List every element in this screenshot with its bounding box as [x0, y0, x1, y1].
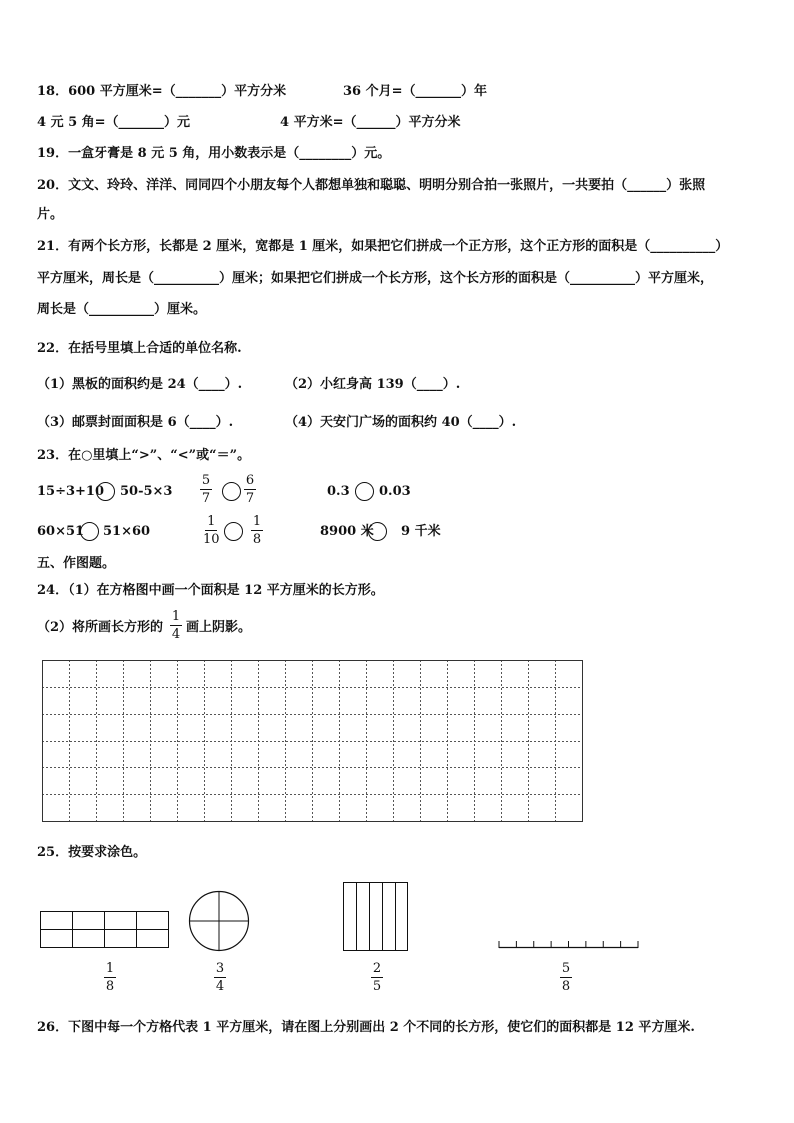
q25-frac-2-5 [371, 961, 383, 994]
rectangle-fifths-shape[interactable] [343, 882, 409, 952]
q23-expr2-right: 0.03 [379, 484, 411, 499]
q23-expr1-left: 15÷3+10 [37, 484, 105, 499]
q24-part2-suffix: 画上阴影。 [186, 620, 252, 635]
q23-frac-5-7 [200, 473, 212, 506]
q21-line1: 21．有两个长方形，长都是 2 厘米，宽都是 1 厘米，如果把它们拼成一个正方形，这个正方形的面积是（__________） [37, 239, 729, 254]
q23-frac-6-7 [244, 473, 256, 506]
q23-expr2-left: 0.3 [327, 484, 350, 499]
q22-part4: （4）天安门广场的面积约 40（____）. [285, 415, 517, 430]
q25-frac-5-8 [560, 961, 572, 994]
q23-title: 23．在○里填上“>”、“<”或“＝”。 [37, 448, 251, 463]
denominator: 7 [245, 491, 255, 506]
q25-title: 25．按要求涂色。 [37, 845, 147, 860]
denominator: 8 [105, 979, 115, 994]
q22-part2: （2）小红身高 139（____）. [285, 377, 461, 392]
q22-part3: （3）邮票封面面积是 6（____）. [37, 415, 234, 430]
rectangle-eighths-shape[interactable] [40, 911, 170, 949]
compare-circle-5[interactable] [224, 522, 243, 541]
denominator: 8 [561, 979, 571, 994]
q24-part2-prefix: （2）将所画长方形的 [37, 620, 164, 635]
q23-expr1-right: 50-5×3 [120, 484, 173, 499]
q20-line1: 20．文文、玲玲、洋洋、同同四个小朋友每个人都想单独和聪聪、明明分别合拍一张照片，一共要拍（______）张照 [37, 178, 706, 193]
denominator: 5 [372, 979, 382, 994]
q21-line3: 周长是（__________）厘米。 [37, 302, 207, 317]
q22-title: 22．在括号里填上合适的单位名称. [37, 341, 242, 356]
q18-part-a: 18．600 平方厘米=（_______）平方分米 [37, 84, 287, 99]
circle-quarters-shape[interactable] [188, 890, 250, 952]
numerator: 1 [105, 961, 115, 976]
q23-frac-1-10 [203, 514, 220, 547]
q18-part-b: 36 个月=（_______）年 [343, 84, 488, 99]
q20-line2: 片。 [37, 207, 64, 222]
q26-text: 26．下图中每一个方格代表 1 平方厘米，请在图上分别画出 2 个不同的长方形，使它们的面积都是 12 平方厘米. [37, 1020, 695, 1035]
numerator: 6 [245, 473, 255, 488]
denominator: 7 [201, 491, 211, 506]
q24-part1: 24．（1）在方格图中画一个面积是 12 平方厘米的长方形。 [37, 583, 384, 598]
q23-expr3-left: 60×51 [37, 524, 85, 539]
q18-part-c: 4 元 5 角=（_______）元 [37, 115, 191, 130]
compare-circle-2[interactable] [222, 482, 241, 501]
q18-part-d: 4 平方米=（______）平方分米 [280, 115, 461, 130]
q22-part1: （1）黑板的面积约是 24（____）. [37, 377, 243, 392]
q21-line2: 平方厘米，周长是（__________）厘米；如果把它们拼成一个长方形，这个长方形的面积是（__________）平方厘米， [37, 271, 714, 286]
q23-frac-1-8 [251, 514, 263, 547]
denominator: 8 [252, 532, 262, 547]
segment-line-shape[interactable] [498, 936, 640, 950]
q19-text: 19．一盒牙膏是 8 元 5 角，用小数表示是（________）元。 [37, 146, 391, 161]
section-heading: 五、作图题。 [37, 556, 116, 571]
q23-expr4-right: 9 千米 [401, 524, 441, 539]
numerator: 1 [171, 609, 181, 624]
numerator: 5 [201, 473, 211, 488]
denominator: 10 [203, 532, 220, 547]
drawing-grid[interactable] [42, 660, 584, 822]
denominator: 4 [215, 979, 225, 994]
denominator: 4 [171, 627, 181, 642]
numerator: 5 [561, 961, 571, 976]
q24-frac-1-4 [170, 609, 182, 642]
compare-circle-4[interactable] [80, 522, 99, 541]
numerator: 1 [207, 514, 216, 529]
q23-expr4-left: 8900 米 [320, 524, 374, 539]
compare-circle-6[interactable] [368, 522, 387, 541]
q23-expr3-right: 51×60 [103, 524, 151, 539]
q25-frac-1-8 [104, 961, 116, 994]
compare-circle-1[interactable] [96, 482, 115, 501]
numerator: 1 [252, 514, 262, 529]
q25-frac-3-4 [214, 961, 226, 994]
numerator: 3 [215, 961, 225, 976]
numerator: 2 [372, 961, 382, 976]
compare-circle-3[interactable] [355, 482, 374, 501]
